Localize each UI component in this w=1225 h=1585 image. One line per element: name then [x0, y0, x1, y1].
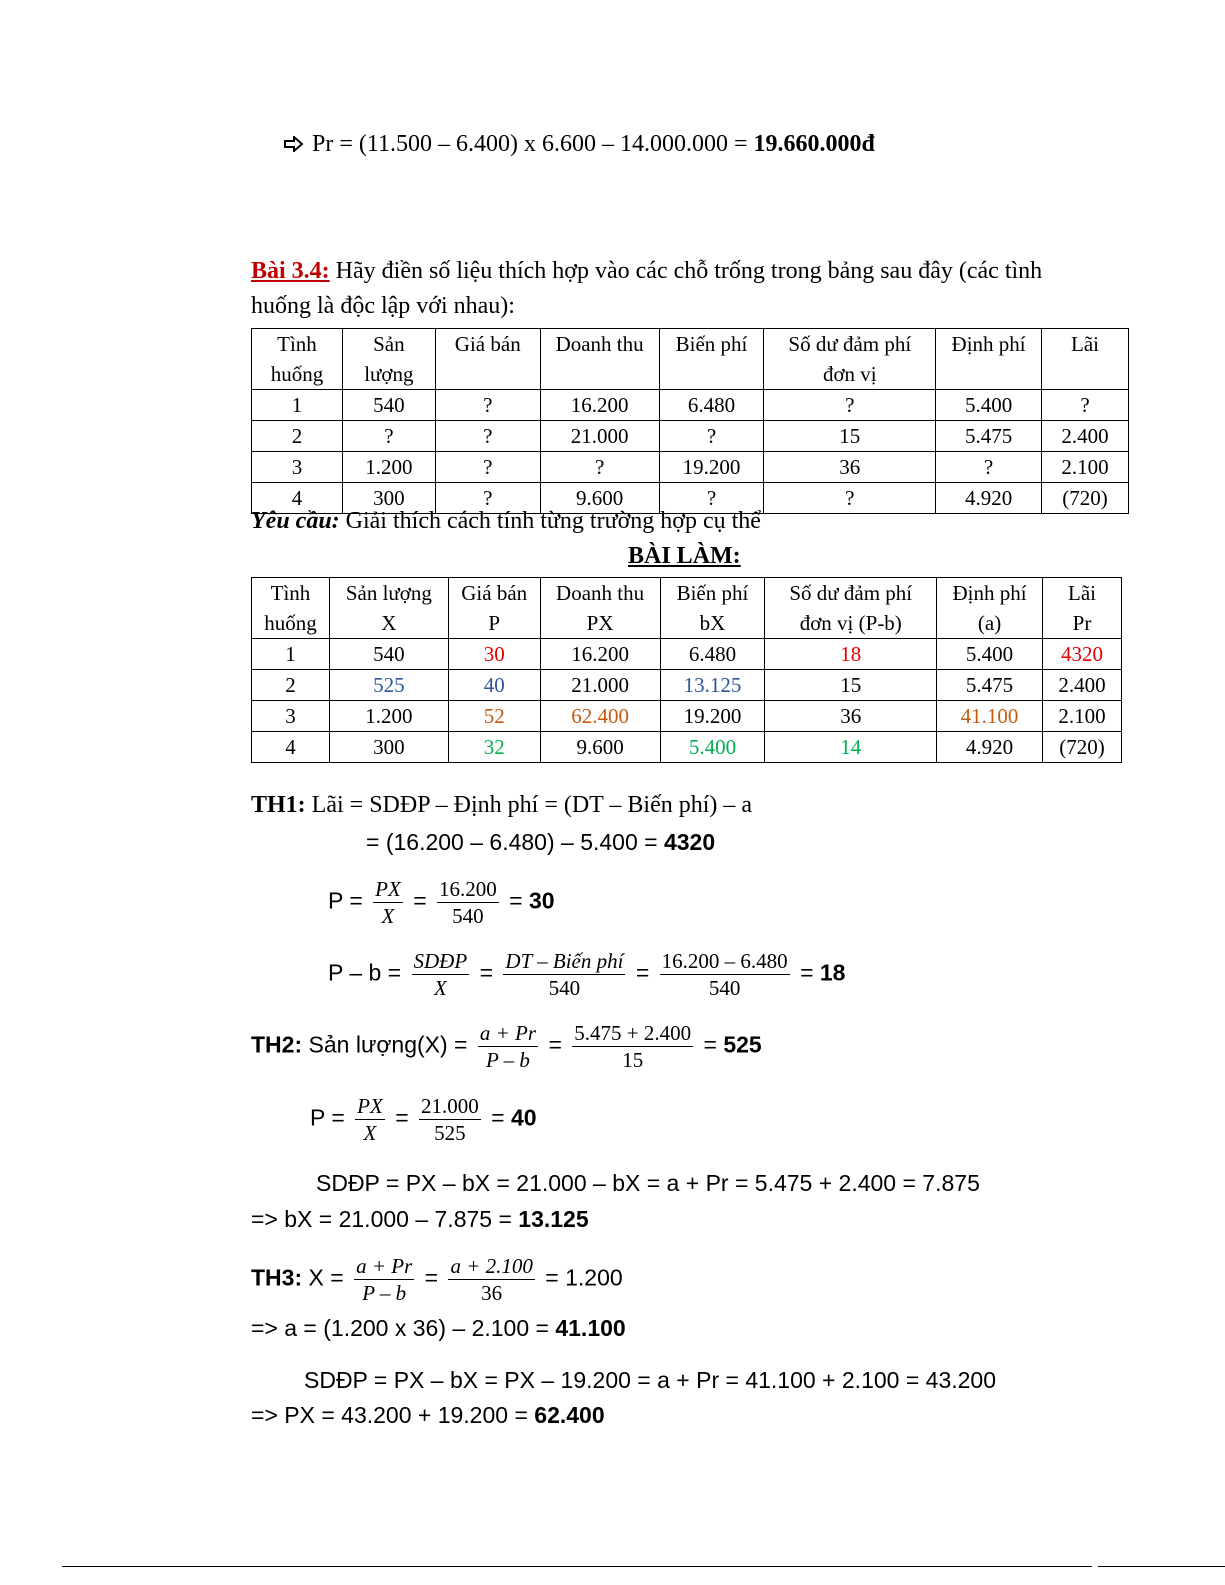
th3-a-prefix: => a = (1.200 x 36) – 2.100 =	[251, 1315, 556, 1341]
table-header-cell	[252, 329, 343, 390]
right-arrow-icon	[284, 132, 306, 159]
table-cell: 52	[448, 701, 540, 732]
header-line: huống	[270, 362, 324, 386]
table-cell: (720)	[1043, 732, 1122, 763]
table-cell: ?	[659, 483, 764, 514]
exercise-line-1	[251, 258, 1042, 285]
th3-x-frac-1	[354, 1253, 414, 1306]
table-cell: 4.920	[937, 732, 1043, 763]
table-cell: 6.480	[659, 390, 764, 421]
frac-den: X	[363, 1121, 377, 1145]
equals: =	[703, 1031, 717, 1058]
table-cell: 5.475	[936, 421, 1042, 452]
table-header-cell	[540, 578, 660, 639]
table-header-cell	[342, 329, 435, 390]
frac-den: 540	[452, 904, 484, 928]
table-row	[252, 390, 1129, 421]
th3-px-line	[251, 1402, 605, 1429]
table-header-cell	[448, 578, 540, 639]
equals: =	[395, 1104, 409, 1131]
table-header-cell	[659, 329, 764, 390]
frac-num: a + Pr	[356, 1254, 413, 1278]
table-cell: 62.400	[540, 701, 660, 732]
th3-x-prefix: X =	[302, 1264, 351, 1291]
header-line	[662, 359, 762, 389]
frac-num: 16.200 – 6.480	[661, 949, 788, 973]
th1-p-formula	[328, 876, 555, 929]
header-line: Tình	[270, 581, 311, 605]
th3-x-suffix: = 1.200	[545, 1264, 623, 1291]
header-line: đơn vị (P-b)	[799, 611, 902, 635]
table-cell: 14	[765, 732, 937, 763]
header-line: X	[381, 611, 397, 635]
header-line	[543, 359, 657, 389]
table-cell: 2	[252, 670, 330, 701]
header-line: Định phí	[952, 581, 1027, 605]
frac-num: PX	[375, 877, 401, 901]
frac-num: PX	[357, 1094, 383, 1118]
question-table	[251, 328, 1129, 514]
th1-pb-prefix: P – b =	[328, 959, 408, 986]
table-cell: 1.200	[342, 452, 435, 483]
th2-label: TH2:	[251, 1031, 303, 1058]
table-cell: 36	[764, 452, 936, 483]
table-cell: 2.400	[1043, 670, 1122, 701]
equals: =	[424, 1264, 439, 1291]
table-cell: 540	[342, 390, 435, 421]
frac-den: 540	[708, 976, 741, 1000]
th2-bx-line	[251, 1206, 589, 1233]
th3-a-line	[251, 1315, 626, 1342]
table-cell: ?	[1042, 390, 1129, 421]
table-cell: ?	[342, 421, 435, 452]
table-cell: 5.475	[937, 670, 1043, 701]
table-header-cell	[435, 329, 540, 390]
table-header-cell	[936, 329, 1042, 390]
header-line: Số dư đảm phí	[789, 581, 913, 605]
requirement-line	[251, 508, 761, 535]
table-row	[252, 421, 1129, 452]
header-line: Doanh thu	[555, 332, 644, 356]
table-cell: 19.200	[659, 452, 764, 483]
th2-bx-prefix: => bX = 21.000 – 7.875 =	[251, 1206, 519, 1232]
table-cell: 4	[252, 483, 343, 514]
header-line: Lãi	[1068, 581, 1096, 605]
table-header-row	[252, 578, 1122, 639]
table-cell: 30	[448, 639, 540, 670]
table-header-cell	[1042, 329, 1129, 390]
th1-p-result: 30	[528, 887, 555, 914]
header-line: Tình	[277, 332, 317, 356]
header-line: Định phí	[951, 332, 1026, 356]
intro-formula: Pr = (11.500 – 6.400) x 6.600 – 14.000.000 =	[312, 131, 754, 157]
th1-pb-frac-3	[660, 948, 790, 1001]
table-cell: 540	[329, 639, 448, 670]
table-cell: 21.000	[540, 670, 660, 701]
table-cell: 5.400	[937, 639, 1043, 670]
frac-num: SDĐP	[413, 949, 468, 973]
th1-line-1	[251, 792, 752, 819]
table-cell: 41.100	[937, 701, 1043, 732]
table-cell: 6.480	[660, 639, 765, 670]
table-cell: 4	[252, 732, 330, 763]
table-cell: 15	[764, 421, 936, 452]
table-cell: 21.000	[540, 421, 659, 452]
table-cell: 16.200	[540, 390, 659, 421]
equals: =	[491, 1104, 505, 1131]
table-header-cell	[660, 578, 765, 639]
table-header-cell	[937, 578, 1043, 639]
header-line: Giá bán	[454, 332, 521, 356]
frac-den: P – b	[485, 1048, 530, 1072]
header-line: Sản lượng	[345, 581, 432, 605]
table-cell: 18	[765, 639, 937, 670]
frac-den: P – b	[362, 1281, 407, 1305]
table-cell: 1	[252, 639, 330, 670]
table-cell: (720)	[1042, 483, 1129, 514]
th2-bx-result: 13.125	[518, 1206, 589, 1232]
th2-x-frac-2	[572, 1020, 693, 1073]
th3-label: TH3:	[251, 1264, 303, 1291]
table-cell: 5.400	[660, 732, 765, 763]
frac-num: DT – Biến phí	[505, 949, 624, 973]
header-line: (a)	[977, 611, 1002, 635]
table-header-row	[252, 329, 1129, 390]
table-cell: 1	[252, 390, 343, 421]
table-cell: 4320	[1043, 639, 1122, 670]
frac-den: X	[381, 904, 395, 928]
table-cell: 2	[252, 421, 343, 452]
th1-p-prefix: P =	[328, 887, 370, 914]
th1-line-2-text: = (16.200 – 6.480) – 5.400 =	[366, 829, 664, 855]
table-cell: 40	[448, 670, 540, 701]
th2-x-frac-1	[478, 1020, 538, 1073]
th1-p-frac-1	[373, 876, 403, 929]
table-cell: ?	[659, 421, 764, 452]
th3-px-result: 62.400	[534, 1402, 605, 1428]
table-header-cell	[252, 578, 330, 639]
equals: =	[800, 959, 814, 986]
frac-den: 15	[622, 1048, 644, 1072]
frac-den: 540	[548, 976, 581, 1000]
table-cell: 9.600	[540, 483, 659, 514]
table-row	[252, 639, 1122, 670]
header-line	[938, 359, 1039, 389]
header-line: đơn vị	[822, 362, 877, 386]
th3-sddp-line: SDĐP = PX – bX = PX – 19.200 = a + Pr = 41.100 + 2.100 = 43.200	[304, 1367, 996, 1393]
table-row	[252, 670, 1122, 701]
table-header-cell	[1043, 578, 1122, 639]
table-header-cell	[329, 578, 448, 639]
frac-den: 525	[434, 1121, 466, 1145]
th2-p-prefix: P =	[310, 1104, 352, 1131]
header-line	[438, 359, 538, 389]
th2-x-result: 525	[723, 1031, 762, 1058]
intro-line	[284, 131, 875, 159]
exercise-line-2: huống là độc lập với nhau):	[251, 293, 515, 319]
answer-table	[251, 577, 1122, 763]
frac-num: 5.475 + 2.400	[574, 1021, 692, 1045]
table-cell: 4.920	[936, 483, 1042, 514]
equals: =	[413, 887, 434, 914]
table-cell: 3	[252, 701, 330, 732]
table-cell: 2.100	[1043, 701, 1122, 732]
table-cell: 2.100	[1042, 452, 1129, 483]
th2-p-frac-2	[419, 1093, 481, 1146]
table-row	[252, 732, 1122, 763]
table-cell: ?	[435, 421, 540, 452]
th2-p-frac-1	[355, 1093, 385, 1146]
header-line: Doanh thu	[556, 581, 645, 605]
frac-num: 16.200	[439, 877, 497, 901]
th3-a-result: 41.100	[555, 1315, 626, 1341]
table-header-cell	[540, 329, 659, 390]
exercise-text-1: Hãy điền số liệu thích hợp vào các chỗ trống trong bảng sau đây (các tình	[329, 258, 1043, 284]
table-cell: 16.200	[540, 639, 660, 670]
table-cell: 3	[252, 452, 343, 483]
th1-pb-frac-2	[503, 948, 625, 1001]
table-row	[252, 452, 1129, 483]
th1-text-1: Lãi = SDĐP – Định phí = (DT – Biến phí) – a	[305, 792, 753, 818]
header-line: huống	[264, 611, 317, 635]
header-line: Sản	[373, 332, 405, 356]
table-cell: ?	[764, 483, 936, 514]
header-line: P	[488, 611, 501, 635]
equals: =	[509, 887, 529, 914]
table-cell: ?	[435, 452, 540, 483]
table-cell: ?	[540, 452, 659, 483]
table-cell: 32	[448, 732, 540, 763]
th3-x-frac-2	[448, 1253, 534, 1306]
frac-num: a + Pr	[479, 1021, 537, 1045]
th3-px-prefix: => PX = 43.200 + 19.200 =	[251, 1402, 535, 1428]
header-line: lượng	[364, 362, 414, 386]
header-line: Biến phí	[675, 332, 748, 356]
table-cell: 36	[765, 701, 937, 732]
th1-line-2-result: 4320	[663, 829, 716, 855]
page-bottom-rule	[62, 1566, 1092, 1567]
equals: =	[548, 1031, 562, 1058]
th1-pb-formula	[328, 948, 845, 1001]
header-line	[1044, 359, 1126, 389]
th2-p-result: 40	[510, 1104, 537, 1131]
table-cell: ?	[435, 390, 540, 421]
table-cell: 300	[342, 483, 435, 514]
table-cell: 525	[329, 670, 448, 701]
header-line: Giá bán	[461, 581, 528, 605]
th1-label: TH1:	[251, 792, 306, 818]
table-header-cell	[764, 329, 936, 390]
frac-num: 21.000	[421, 1094, 479, 1118]
th1-p-frac-2	[437, 876, 499, 929]
th1-line-2	[366, 829, 715, 856]
requirement-text: Giải thích cách tính từng trường hợp cụ thể	[339, 508, 761, 534]
header-line: PX	[586, 611, 614, 635]
page-bottom-rule-right	[1098, 1566, 1225, 1567]
table-cell: 5.400	[936, 390, 1042, 421]
intro-result: 19.660.000đ	[753, 131, 875, 157]
table-cell: 1.200	[329, 701, 448, 732]
th3-x-formula	[251, 1253, 623, 1306]
requirement-label: Yêu cầu:	[251, 508, 340, 534]
frac-den: X	[433, 976, 447, 1000]
frac-den: 36	[481, 1281, 503, 1305]
table-cell: 19.200	[660, 701, 765, 732]
frac-num: a + 2.100	[450, 1254, 533, 1278]
header-line: Lãi	[1071, 332, 1099, 356]
th1-pb-frac-1	[412, 948, 470, 1001]
th2-p-formula	[310, 1093, 537, 1146]
header-line: Pr	[1072, 611, 1092, 635]
table-row	[252, 701, 1122, 732]
header-line: bX	[699, 611, 726, 635]
table-cell: 15	[765, 670, 937, 701]
header-line: Biến phí	[676, 581, 749, 605]
solution-title: BÀI LÀM:	[628, 543, 741, 569]
th2-x-prefix: Sản lượng(X) =	[302, 1031, 474, 1058]
table-cell: 300	[329, 732, 448, 763]
th2-x-formula	[251, 1020, 762, 1073]
table-cell: ?	[764, 390, 936, 421]
table-cell: ?	[936, 452, 1042, 483]
table-cell: 9.600	[540, 732, 660, 763]
equals: =	[635, 959, 650, 986]
table-cell: 2.400	[1042, 421, 1129, 452]
equals: =	[479, 959, 494, 986]
th1-pb-result: 18	[819, 959, 846, 986]
table-header-cell	[765, 578, 937, 639]
table-cell: 13.125	[660, 670, 765, 701]
header-line: Số dư đảm phí	[788, 332, 912, 356]
exercise-label: Bài 3.4:	[251, 258, 330, 284]
table-cell: ?	[435, 483, 540, 514]
th2-sddp-line: SDĐP = PX – bX = 21.000 – bX = a + Pr = 5.475 + 2.400 = 7.875	[316, 1170, 980, 1196]
